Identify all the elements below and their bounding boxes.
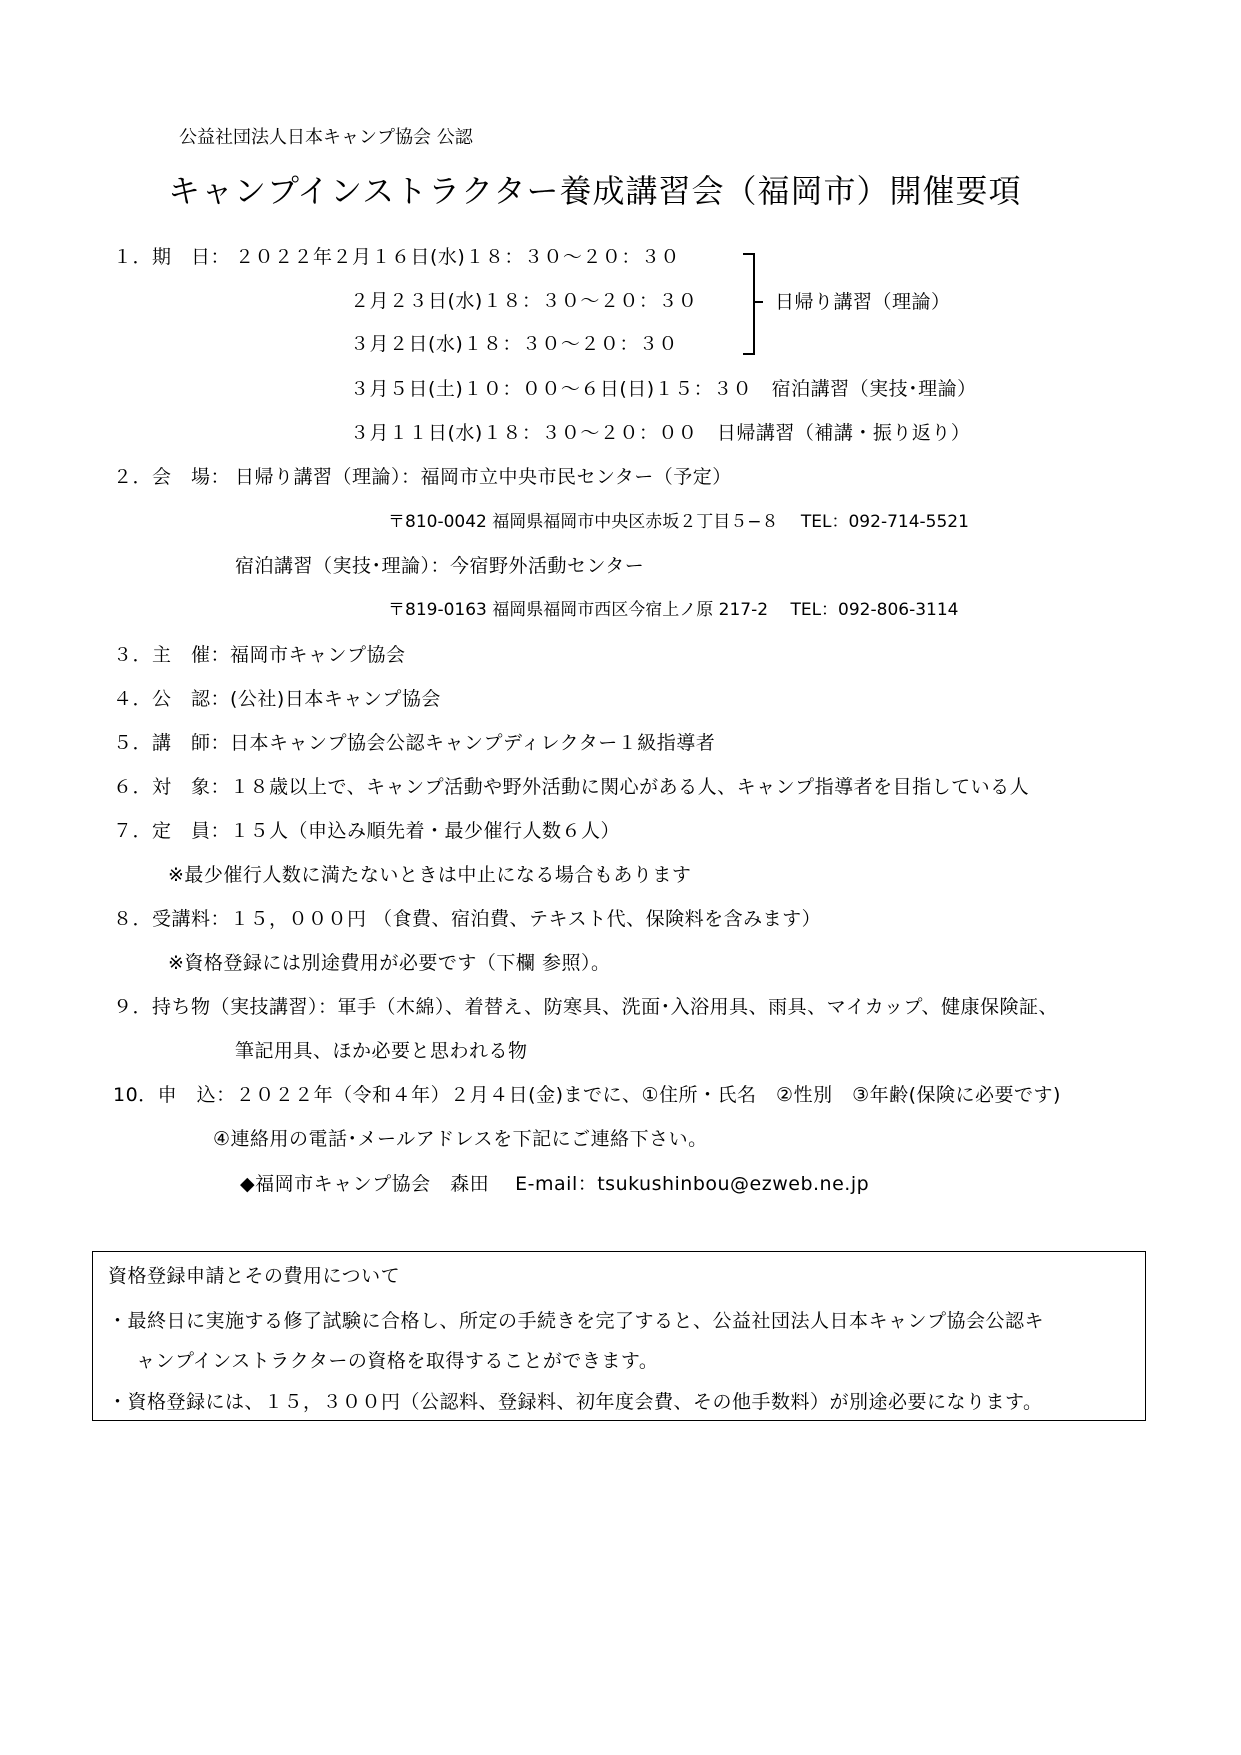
capacity-note: ※最少催行人数に満たないときは中止になる場合もあります <box>168 864 692 886</box>
organization-label: 公益社団法人日本キャンプ協会 公認 <box>179 127 473 148</box>
schedule-bracket-label: 日帰り講習（理論） <box>775 291 951 313</box>
venue-stay-name: 宿泊講習（実技･理論）：今宿野外活動センター <box>235 555 645 577</box>
page-title: キャンプインストラクター養成講習会（福岡市）開催要項 <box>168 172 1022 210</box>
venue-stay-address: 〒819-0163 福岡県福岡市西区今宿上ノ原 217-2 TEL：092-806-3114 <box>388 600 959 620</box>
belongings-item: ９．持ち物（実技講習）：軍手（木綿）、着替え、防寒具、洗面･入浴用具、雨具、マイカップ、健康保険証、 <box>113 996 1058 1018</box>
schedule-bracket <box>743 253 755 355</box>
venue-day-address: 〒810-0042 福岡県福岡市中央区赤坂２丁目５−８ TEL：092-714-5521 <box>388 512 969 532</box>
organizer-item: ３．主 催：福岡市キャンプ協会 <box>113 644 406 666</box>
instructor-item: ５．講 師：日本キャンプ協会公認キャンプディレクター１級指導者 <box>113 732 716 754</box>
capacity-item: ７．定 員：１５人（申込み順先着・最少催行人数６人） <box>113 820 621 842</box>
application-item: 10．申 込：２０２２年（令和４年）２月４日(金)までに、①住所・氏名 ②性別 ③年齢(保険に必要です) <box>113 1084 1061 1106</box>
schedule-date-5: ３月１１日(水)１８：３０〜２０：００ 日帰講習（補講・振り返り） <box>350 422 971 444</box>
target-item: ６．対 象：１８歳以上で、キャンプ活動や野外活動に関心がある人、キャンプ指導者を目指している人 <box>113 776 1030 798</box>
schedule-date-4: ３月５日(土)１０：００〜６日(日)１５：３０ 宿泊講習（実技･理論） <box>350 378 977 400</box>
fee-note: ※資格登録には別途費用が必要です（下欄 参照）。 <box>168 952 611 974</box>
schedule-bracket-tick <box>755 301 763 303</box>
venue-label: ２．会 場： <box>113 466 231 488</box>
schedule-date-1: ２０２２年２月１６日(水)１８：３０〜２０：３０ <box>235 246 680 268</box>
qualification-line-2: ャンプインストラクターの資格を取得することができます。 <box>136 1350 659 1372</box>
application-contact: ◆福岡市キャンプ協会 森田 E-mail：tsukushinbou@ezweb.ne.jp <box>240 1173 870 1195</box>
schedule-date-2: ２月２３日(水)１８：３０〜２０：３０ <box>350 290 698 312</box>
schedule-date-3: ３月２日(水)１８：３０〜２０：３０ <box>350 333 678 355</box>
qualification-line-1: ・最終日に実施する修了試験に合格し、所定の手続きを完了すると、公益社団法人日本キャンプ協会公認キ <box>108 1310 1045 1332</box>
schedule-label: １．期 日： <box>113 246 231 268</box>
fee-item: ８．受講料：１５，０００円 （食費、宿泊費、テキスト代、保険料を含みます） <box>113 908 822 930</box>
belongings-continued: 筆記用具、ほか必要と思われる物 <box>235 1040 528 1062</box>
certification-item: ４．公 認：(公社)日本キャンプ協会 <box>113 688 441 710</box>
application-contact-note: ④連絡用の電話･メールアドレスを下記にご連絡下さい。 <box>213 1128 708 1150</box>
qualification-line-3: ・資格登録には、１５，３００円（公認料、登録料、初年度会費、その他手数料）が別途必要になります。 <box>108 1391 1043 1413</box>
venue-day-name: 日帰り講習（理論）：福岡市立中央市民センター（予定） <box>235 466 732 488</box>
qualification-heading: 資格登録申請とその費用について <box>108 1265 401 1287</box>
